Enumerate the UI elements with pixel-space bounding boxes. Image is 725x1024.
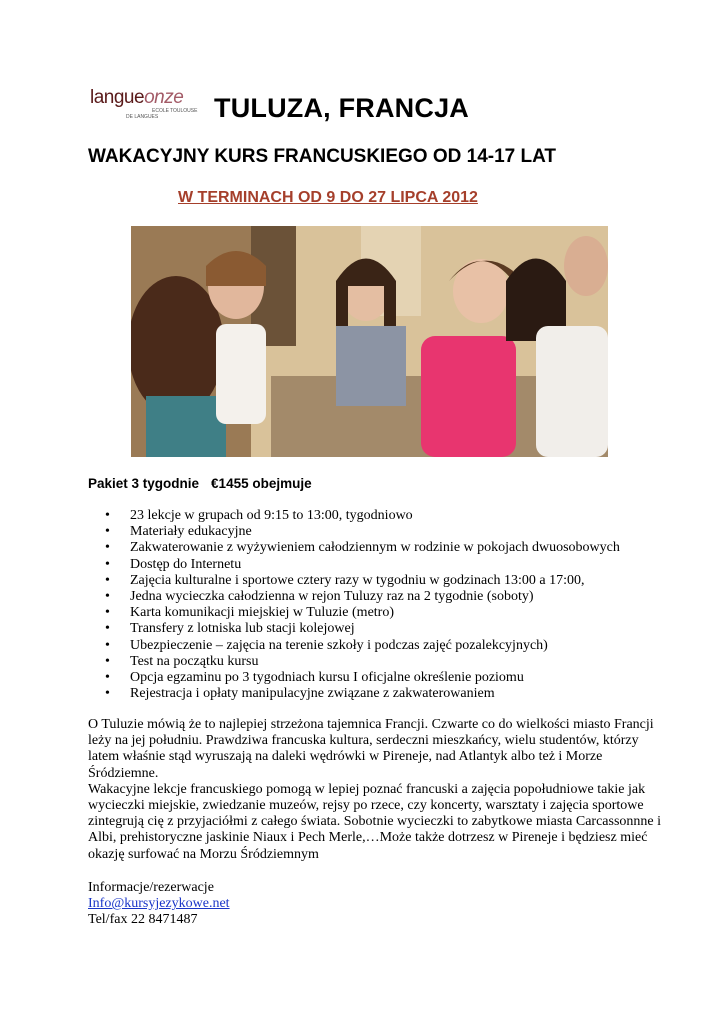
package-heading xyxy=(88,476,312,491)
logo-word-langue: langue xyxy=(90,87,145,108)
list-item: • Rejestracja i opłaty manipulacyjne związane z zakwaterowaniem xyxy=(88,686,620,702)
person-white-top xyxy=(216,324,266,424)
group-photo xyxy=(131,226,608,457)
description xyxy=(88,717,668,863)
list-item: • Karta komunikacji miejskiej w Tuluzie (metro) xyxy=(88,605,620,621)
description-paragraph-1: O Tuluzie mówią że to najlepiej strzeżona tajemnica Francji. Czwarte co do wielkości miasto Francji leży na jej południu. Prawdziwa francuska kultura, serdeczni mieszkańcy, wielu studentów, którzy latem właśnie stąd wyruszają na daleki wędrówki w Pireneje, nad Atlantyk albo też i Morze Śródziemne. xyxy=(88,717,654,781)
contact-phone: Tel/fax 22 8471487 xyxy=(88,912,198,928)
list-item: • Dostęp do Internetu xyxy=(88,557,620,573)
group-photo-illustration xyxy=(131,226,608,457)
list-item: • Ubezpieczenie – zajęcia na terenie szkoły i podczas zajęć pozalekcyjnych) xyxy=(88,638,620,654)
logo-line-toulouse: TOULOUSE xyxy=(170,108,198,114)
list-item: • Transfery z lotniska lub stacji kolejowej xyxy=(88,621,620,637)
logo-line-ecole: ECOLE xyxy=(152,108,169,114)
contact-block xyxy=(88,880,230,929)
description-paragraph-2: Wakacyjne lekcje francuskiego pomogą w lepiej poznać francuski a zajęcia popołudniowe takie jak wycieczki miejskie, zwiedzanie muzeów, rejsy po rzece, czy koncerty, warsztaty i zajęcia sportowe zintegrują cię z przyjaciółmi z całego świata. Sobotnie wycieczki to zabytkowe miasta Carcassonnne i Albi, prehistoryczne jaskinie Niaux i Pech Merle,…Może także dotrzesz w Pireneje i będziesz mieć okazję surfować na Morzu Śródziemnym xyxy=(88,781,662,862)
school-logo xyxy=(90,87,198,120)
list-item: • Test na początku kursu xyxy=(88,654,620,670)
list-item: • Zajęcia kulturalne i sportowe cztery razy w tygodniu w godzinach 13:00 a 17:00, xyxy=(88,573,620,589)
person-left-top xyxy=(146,396,226,457)
page-title: TULUZA, FRANCJA xyxy=(214,93,469,123)
contact-heading: Informacje/rezerwacje xyxy=(88,880,214,895)
list-item: • Opcja egzaminu po 3 tygodniach kursu I oficjalne określenie poziomu xyxy=(88,670,620,686)
course-dates: W TERMINACH OD 9 DO 27 LIPCA 2012 xyxy=(178,189,478,206)
list-item: • 23 lekcje w grupach od 9:15 to 13:00, tygodniowo xyxy=(88,508,620,524)
contact-email-link[interactable]: Info@kursyjezykowe.net xyxy=(88,896,230,912)
package-price: €1455 obejmuje xyxy=(211,476,312,491)
list-item: • Materiały edukacyjne xyxy=(88,524,620,540)
person-right-shirt xyxy=(536,326,608,457)
list-item: • Jedna wycieczka całodzienna w rejon Tuluzy raz na 2 tygodnie (soboty) xyxy=(88,589,620,605)
features-list xyxy=(88,508,620,702)
course-subtitle: WAKACYJNY KURS FRANCUSKIEGO OD 14-17 LAT xyxy=(88,146,557,167)
person-right-face xyxy=(564,236,608,296)
package-label: Pakiet 3 tygodnie xyxy=(88,476,200,491)
person-pink-top xyxy=(421,336,516,457)
person-center-shirt xyxy=(336,326,406,406)
logo-word-onze: onze xyxy=(144,87,184,108)
list-item: • Zakwaterowanie z wyżywieniem całodziennym w rodzinie w pokojach dwuosobowych xyxy=(88,540,620,556)
logo-line-langues: DE LANGUES xyxy=(126,114,159,120)
